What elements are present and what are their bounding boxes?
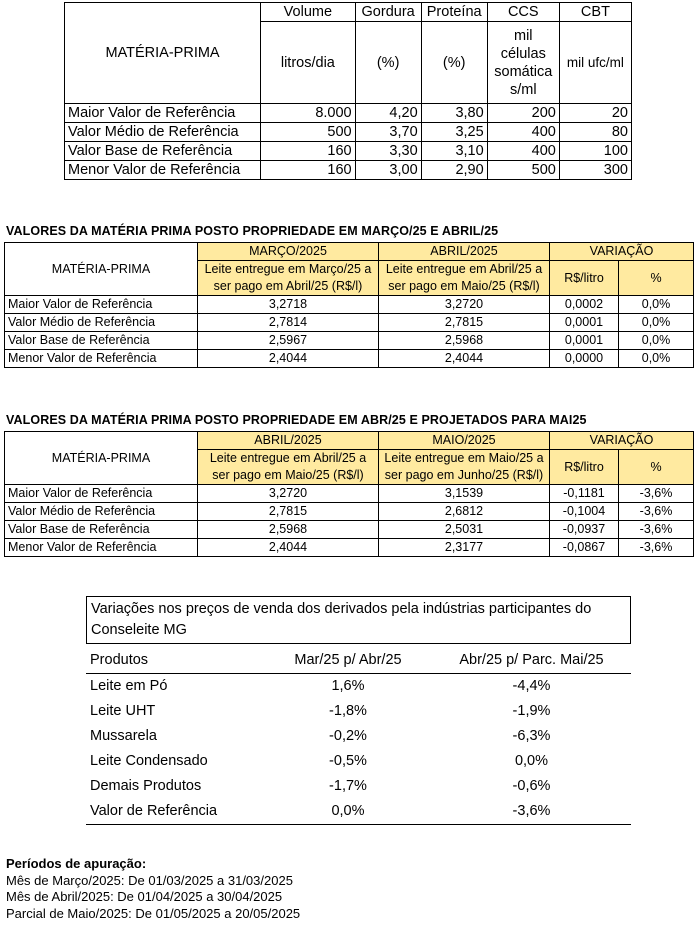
table-row <box>86 724 631 749</box>
table-row <box>5 332 694 350</box>
period-header-1: MARÇO/2025 <box>198 243 379 261</box>
corner-header: MATÉRIA-PRIMA <box>65 3 261 104</box>
periods-section <box>6 856 300 922</box>
variation-header: VARIAÇÃO <box>550 432 694 450</box>
table-row <box>5 521 694 539</box>
table-row <box>86 799 631 825</box>
cell: 3,80 <box>421 104 487 123</box>
cell: 160 <box>261 161 356 180</box>
section-title-apr-may: VALORES DA MATÉRIA PRIMA POSTO PROPRIEDADE EM ABR/25 E PROJETADOS PARA MAI25 <box>6 413 587 427</box>
cell: 0,0% <box>264 799 432 825</box>
cell: 0,0% <box>619 350 694 368</box>
cell: 200 <box>487 104 559 123</box>
row-label: Maior Valor de Referência <box>5 296 198 314</box>
product-name: Leite UHT <box>90 703 156 719</box>
cell: 2,4044 <box>198 539 379 557</box>
cell: 4,20 <box>355 104 421 123</box>
cell: -3,6% <box>432 799 631 825</box>
product-name: Mussarela <box>90 728 157 744</box>
row-label: Menor Valor de Referência <box>5 539 198 557</box>
cell: -1,7% <box>329 778 367 794</box>
cell: 2,6812 <box>379 503 550 521</box>
unit-percent: % <box>619 450 694 485</box>
cell: -3,6% <box>619 503 694 521</box>
col-header-volume: Volume <box>261 3 356 22</box>
cell: -0,6% <box>512 778 551 794</box>
cell: 300 <box>559 161 631 180</box>
cell: -6,3% <box>512 728 551 744</box>
apr-may-values-table <box>4 431 694 557</box>
cell: 3,70 <box>355 123 421 142</box>
table-row <box>5 503 694 521</box>
cell: 2,90 <box>421 161 487 180</box>
period-header-2: ABRIL/2025 <box>379 243 550 261</box>
cell: 80 <box>559 123 631 142</box>
cell: 3,00 <box>355 161 421 180</box>
cell: -3,6% <box>619 485 694 503</box>
row-label: Valor Base de Referência <box>5 521 198 539</box>
corner-header: MATÉRIA-PRIMA <box>5 243 198 296</box>
cell: 2,5031 <box>379 521 550 539</box>
cell: 2,5967 <box>198 332 379 350</box>
cell: 0,0% <box>619 332 694 350</box>
header-products: Produtos <box>86 648 264 674</box>
mar-apr-values-table <box>4 242 694 368</box>
row-label: Valor Base de Referência <box>5 332 198 350</box>
cell: 0,0% <box>514 753 549 769</box>
reference-values-table <box>64 2 632 180</box>
unit-cbt: mil ufc/ml <box>559 22 631 104</box>
product-name: Valor de Referência <box>86 799 264 825</box>
row-label: Valor Base de Referência <box>65 142 261 161</box>
cell: 3,10 <box>421 142 487 161</box>
cell: 20 <box>559 104 631 123</box>
col-header-ccs: CCS <box>487 3 559 22</box>
cell: 0,0% <box>619 296 694 314</box>
table-row <box>5 350 694 368</box>
period-line: Mês de Março/2025: De 01/03/2025 a 31/03/2025 <box>6 872 293 888</box>
cell: 2,5968 <box>379 332 550 350</box>
cell: 1,6% <box>331 678 365 694</box>
cell: -3,6% <box>619 539 694 557</box>
variation-header: VARIAÇÃO <box>550 243 694 261</box>
cell: 3,2718 <box>198 296 379 314</box>
cell: 500 <box>261 123 356 142</box>
cell: 2,3177 <box>379 539 550 557</box>
cell: -0,0867 <box>550 539 619 557</box>
cell: 500 <box>487 161 559 180</box>
cell: 400 <box>487 123 559 142</box>
cell: 2,4044 <box>379 350 550 368</box>
cell: 0,0001 <box>550 332 619 350</box>
table-row <box>5 539 694 557</box>
row-label: Valor Médio de Referência <box>5 503 198 521</box>
derivatives-title-box: Variações nos preços de venda dos derivados pela indústrias participantes do Conseleite MG <box>86 596 631 644</box>
cell: -3,6% <box>619 521 694 539</box>
row-label: Menor Valor de Referência <box>5 350 198 368</box>
cell: 3,1539 <box>379 485 550 503</box>
cell: 100 <box>559 142 631 161</box>
row-label: Valor Médio de Referência <box>65 123 261 142</box>
cell: -1,8% <box>329 703 367 719</box>
cell: 0,0% <box>619 314 694 332</box>
cell: -0,1181 <box>550 485 619 503</box>
cell: -0,0937 <box>550 521 619 539</box>
cell: -0,2% <box>329 728 367 744</box>
table-row <box>86 774 631 799</box>
cell: -0,5% <box>329 753 367 769</box>
period-desc-1: Leite entregue em Março/25 a ser pago em Abril/25 (R$/l) <box>198 261 379 296</box>
cell: -0,1004 <box>550 503 619 521</box>
derivatives-table <box>86 648 631 825</box>
period-header-1: ABRIL/2025 <box>198 432 379 450</box>
table-row <box>86 699 631 724</box>
header-period-b: Abr/25 p/ Parc. Mai/25 <box>432 648 631 674</box>
table-row <box>65 123 632 142</box>
table-row <box>5 485 694 503</box>
cell: 2,7814 <box>198 314 379 332</box>
table-row <box>5 314 694 332</box>
table-row <box>65 142 632 161</box>
unit-percent: % <box>619 261 694 296</box>
cell: 2,5968 <box>198 521 379 539</box>
cell: 0,0001 <box>550 314 619 332</box>
table-row <box>65 161 632 180</box>
cell: 0,0002 <box>550 296 619 314</box>
period-line: Mês de Abril/2025: De 01/04/2025 a 30/04/2025 <box>6 889 283 904</box>
unit-ccs: mil células somática s/ml <box>487 22 559 104</box>
section-title-mar-apr: VALORES DA MATÉRIA PRIMA POSTO PROPRIEDADE EM MARÇO/25 E ABRIL/25 <box>6 224 499 238</box>
cell: 3,30 <box>355 142 421 161</box>
unit-fat: (%) <box>355 22 421 104</box>
cell: 0,0000 <box>550 350 619 368</box>
col-header-protein: Proteína <box>421 3 487 22</box>
cell: 2,4044 <box>198 350 379 368</box>
period-desc-2: Leite entregue em Maio/25 a ser pago em Junho/25 (R$/l) <box>379 450 550 485</box>
cell: 400 <box>487 142 559 161</box>
period-desc-2: Leite entregue em Abril/25 a ser pago em Maio/25 (R$/l) <box>379 261 550 296</box>
cell: 3,2720 <box>198 485 379 503</box>
corner-header: MATÉRIA-PRIMA <box>5 432 198 485</box>
table-row <box>86 749 631 774</box>
cell: 160 <box>261 142 356 161</box>
periods-title: Períodos de apuração: <box>6 856 147 871</box>
cell: -1,9% <box>512 703 551 719</box>
cell: -4,4% <box>512 678 551 694</box>
row-label: Valor Médio de Referência <box>5 314 198 332</box>
cell: 2,7815 <box>379 314 550 332</box>
product-name: Leite em Pó <box>90 678 168 694</box>
cell: 3,2720 <box>379 296 550 314</box>
period-desc-1: Leite entregue em Abril/25 a ser pago em Maio/25 (R$/l) <box>198 450 379 485</box>
col-header-fat: Gordura <box>355 3 421 22</box>
period-header-2: MAIO/2025 <box>379 432 550 450</box>
cell: 8.000 <box>261 104 356 123</box>
row-label: Maior Valor de Referência <box>65 104 261 123</box>
row-label: Menor Valor de Referência <box>65 161 261 180</box>
product-name: Leite Condensado <box>90 753 208 769</box>
unit-protein: (%) <box>421 22 487 104</box>
cell: 3,25 <box>421 123 487 142</box>
period-line: Parcial de Maio/2025: De 01/05/2025 a 20/05/2025 <box>6 905 301 921</box>
table-row <box>5 296 694 314</box>
unit-rs-litro: R$/litro <box>550 261 619 296</box>
unit-rs-litro: R$/litro <box>550 450 619 485</box>
product-name: Demais Produtos <box>90 778 202 794</box>
table-row <box>86 674 631 700</box>
cell: 2,7815 <box>198 503 379 521</box>
table-row <box>65 104 632 123</box>
col-header-cbt: CBT <box>559 3 631 22</box>
header-period-a: Mar/25 p/ Abr/25 <box>264 648 432 674</box>
row-label: Maior Valor de Referência <box>5 485 198 503</box>
unit-volume: litros/dia <box>261 22 356 104</box>
